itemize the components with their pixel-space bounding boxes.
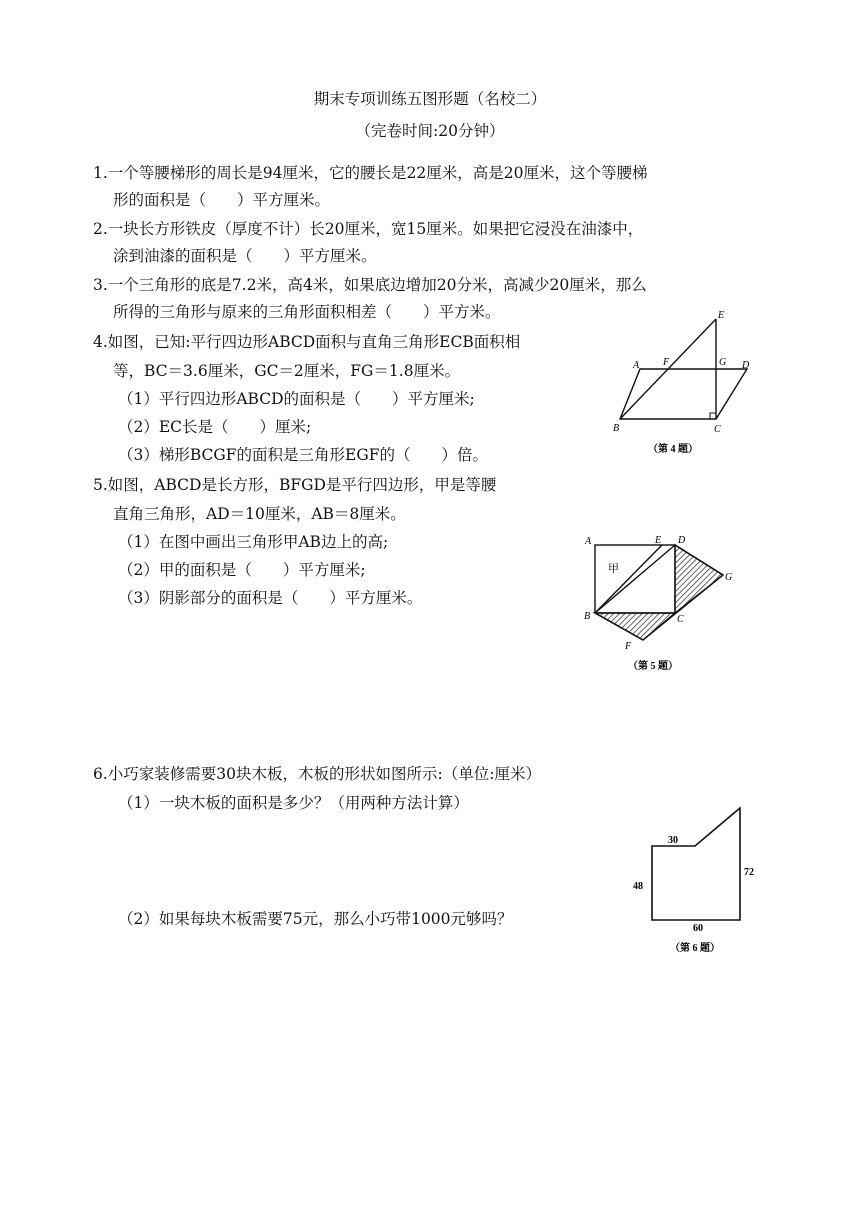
label-d: D <box>742 360 750 371</box>
shaded-region-right <box>675 545 723 613</box>
segment-be <box>595 545 662 613</box>
page-title: 期末专项训练五图形题（名校二） <box>313 90 547 108</box>
question-4-line-1: 4.如图，已知:平行四边形ABCD面积与直角三角形ECB面积相 <box>93 333 521 351</box>
question-4-sub-3: （3）梯形BCGF的面积是三角形EGF的（ ）倍。 <box>118 446 488 464</box>
dimension-left: 48 <box>633 881 643 892</box>
question-6-sub-1: （1）一块木板的面积是多少？（用两种方法计算） <box>118 794 469 812</box>
label-c: C <box>677 614 684 625</box>
label-g: G <box>719 357 727 368</box>
question-5-line-1: 5.如图，ABCD是长方形，BFGD是平行四边形，甲是等腰 <box>93 476 497 494</box>
label-a: A <box>585 536 592 547</box>
label-f: F <box>663 357 670 368</box>
figure-4-caption: （第 4 题） <box>648 444 698 455</box>
question-4-line-2: 等，BC＝3.6厘米，GC＝2厘米，FG＝1.8厘米。 <box>113 362 461 380</box>
question-5-sub-1: （1）在图中画出三角形甲AB边上的高; <box>118 533 389 551</box>
question-2-line-2: 涂到油漆的面积是（ ）平方厘米。 <box>113 247 377 265</box>
dimension-bottom: 60 <box>693 923 703 934</box>
figure-6-caption: （第 6 题） <box>670 943 720 954</box>
parallelogram-abcd <box>620 369 747 419</box>
label-b: B <box>584 611 591 622</box>
segment-bd <box>595 545 675 613</box>
question-3-line-1: 3.一个三角形的底是7.2米，高4米，如果底边增加20分米，高减少20厘米，那么 <box>93 276 647 294</box>
question-2-line-1: 2.一块长方形铁皮（厚度不计）长20厘米，宽15厘米。如果把它浸没在油漆中， <box>93 220 644 238</box>
question-5-sub-3: （3）阴影部分的面积是（ ）平方厘米。 <box>118 589 423 607</box>
question-5-sub-2: （2）甲的面积是（ ）平方厘米; <box>118 561 366 579</box>
figure-5-caption: （第 5 题） <box>628 661 678 672</box>
question-6-figure <box>625 800 765 960</box>
label-jia: 甲 <box>608 563 619 575</box>
wood-board-shape <box>652 808 740 920</box>
page-subtitle: （完卷时间:20分钟） <box>355 122 505 140</box>
question-4-sub-1: （1）平行四边形ABCD的面积是（ ）平方厘米; <box>118 390 475 408</box>
question-6-line-1: 6.小巧家装修需要30块木板，木板的形状如图所示:（单位:厘米） <box>93 765 541 783</box>
label-b: B <box>613 423 620 434</box>
label-a: A <box>633 360 640 371</box>
label-e: E <box>655 535 662 546</box>
label-e: E <box>718 310 725 321</box>
question-4-figure <box>610 305 760 457</box>
question-4-sub-2: （2）EC长是（ ）厘米; <box>118 418 312 436</box>
label-g: G <box>725 572 733 583</box>
label-f: F <box>625 641 632 652</box>
question-5-line-2: 直角三角形，AD＝10厘米，AB＝8厘米。 <box>113 505 406 523</box>
label-c: C <box>714 424 721 435</box>
dimension-right: 72 <box>744 867 754 878</box>
right-angle-mark <box>710 413 716 419</box>
question-5-figure <box>580 528 745 678</box>
question-3-line-2: 所得的三角形与原来的三角形面积相差（ ）平方米。 <box>113 303 501 321</box>
question-1-line-2: 形的面积是（ ）平方厘米。 <box>113 191 331 209</box>
dimension-top: 30 <box>668 835 678 846</box>
question-1-line-1: 1.一个等腰梯形的周长是94厘米，它的腰长是22厘米，高是20厘米，这个等腰梯 <box>93 164 648 182</box>
label-d: D <box>678 535 686 546</box>
question-6-sub-2: （2）如果每块木板需要75元，那么小巧带1000元够吗？ <box>118 910 513 928</box>
